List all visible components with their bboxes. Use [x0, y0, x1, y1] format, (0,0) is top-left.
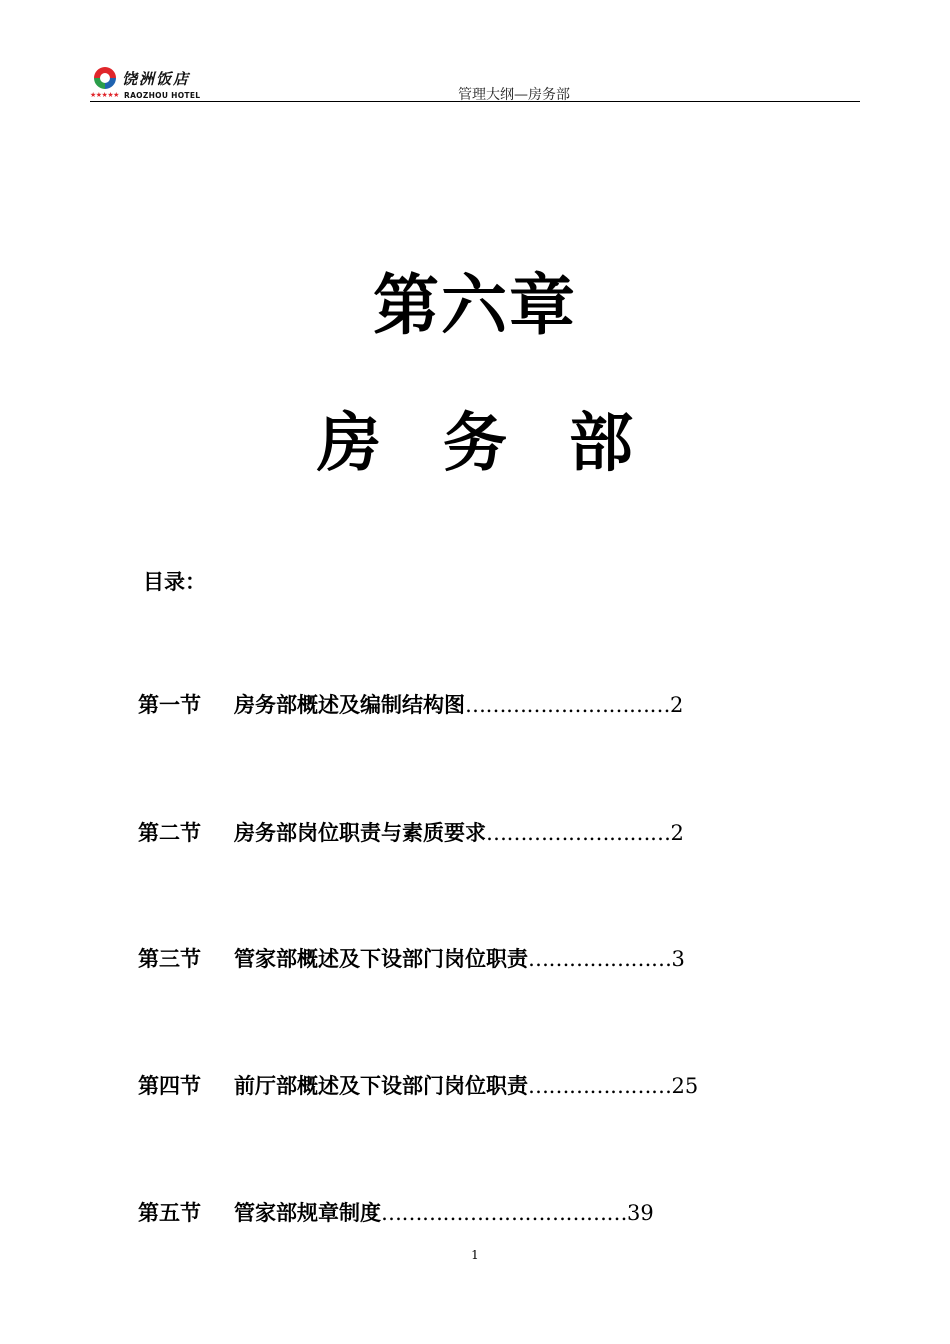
toc-item[interactable] — [138, 1199, 654, 1227]
toc-section-title: 前厅部概述及下设部门岗位职责 — [234, 1073, 528, 1098]
toc-section-title: 管家部概述及下设部门岗位职责 — [234, 946, 528, 971]
toc-section-title: 房务部概述及编制结构图 — [234, 692, 465, 717]
toc-leader-dots: ………………………… — [465, 693, 670, 717]
toc-section-label: 第二节 — [138, 820, 201, 845]
logo-english-name: RAOZHOU HOTEL — [124, 91, 201, 100]
toc-heading: 目录： — [143, 569, 206, 594]
toc-item[interactable] — [138, 691, 683, 719]
toc-leader-dots: ………………… — [528, 1074, 672, 1098]
toc-leader-dots: ………………… — [528, 947, 672, 971]
toc-leader-dots: ……………………… — [486, 821, 671, 845]
logo-stars: ★★★★★ — [90, 91, 119, 99]
toc-page-number: 2 — [670, 693, 684, 717]
page-header — [90, 64, 860, 104]
department-char-3: 部 — [569, 406, 633, 481]
toc-page-number: 3 — [671, 947, 685, 971]
header-divider — [90, 101, 860, 102]
toc-section-title: 管家部规章制度 — [234, 1200, 381, 1225]
toc-item[interactable] — [138, 945, 685, 973]
toc-section-label: 第一节 — [138, 692, 201, 717]
hotel-logo — [90, 64, 220, 102]
toc-page-number: 25 — [671, 1074, 699, 1098]
toc-page-number: 2 — [670, 821, 684, 845]
logo-chinese-name: 饶洲饭店 — [122, 70, 191, 88]
toc-leader-dots: ……………………………… — [381, 1201, 627, 1225]
logo-swirl-icon — [92, 65, 118, 91]
toc-section-label: 第五节 — [138, 1200, 201, 1225]
page-number: 1 — [471, 1248, 479, 1262]
department-char-2: 务 — [443, 406, 507, 481]
department-title — [0, 392, 950, 484]
header-title: 管理大纲—房务部 — [458, 87, 570, 103]
toc-page-number: 39 — [627, 1201, 654, 1225]
toc-section-label: 第三节 — [138, 946, 201, 971]
chapter-title: 第六章 — [373, 266, 577, 344]
toc-item[interactable] — [138, 1072, 698, 1100]
toc-section-title: 房务部岗位职责与素质要求 — [234, 820, 486, 845]
toc-item[interactable] — [138, 819, 684, 847]
department-char-1: 房 — [317, 406, 381, 481]
toc-section-label: 第四节 — [138, 1073, 201, 1098]
